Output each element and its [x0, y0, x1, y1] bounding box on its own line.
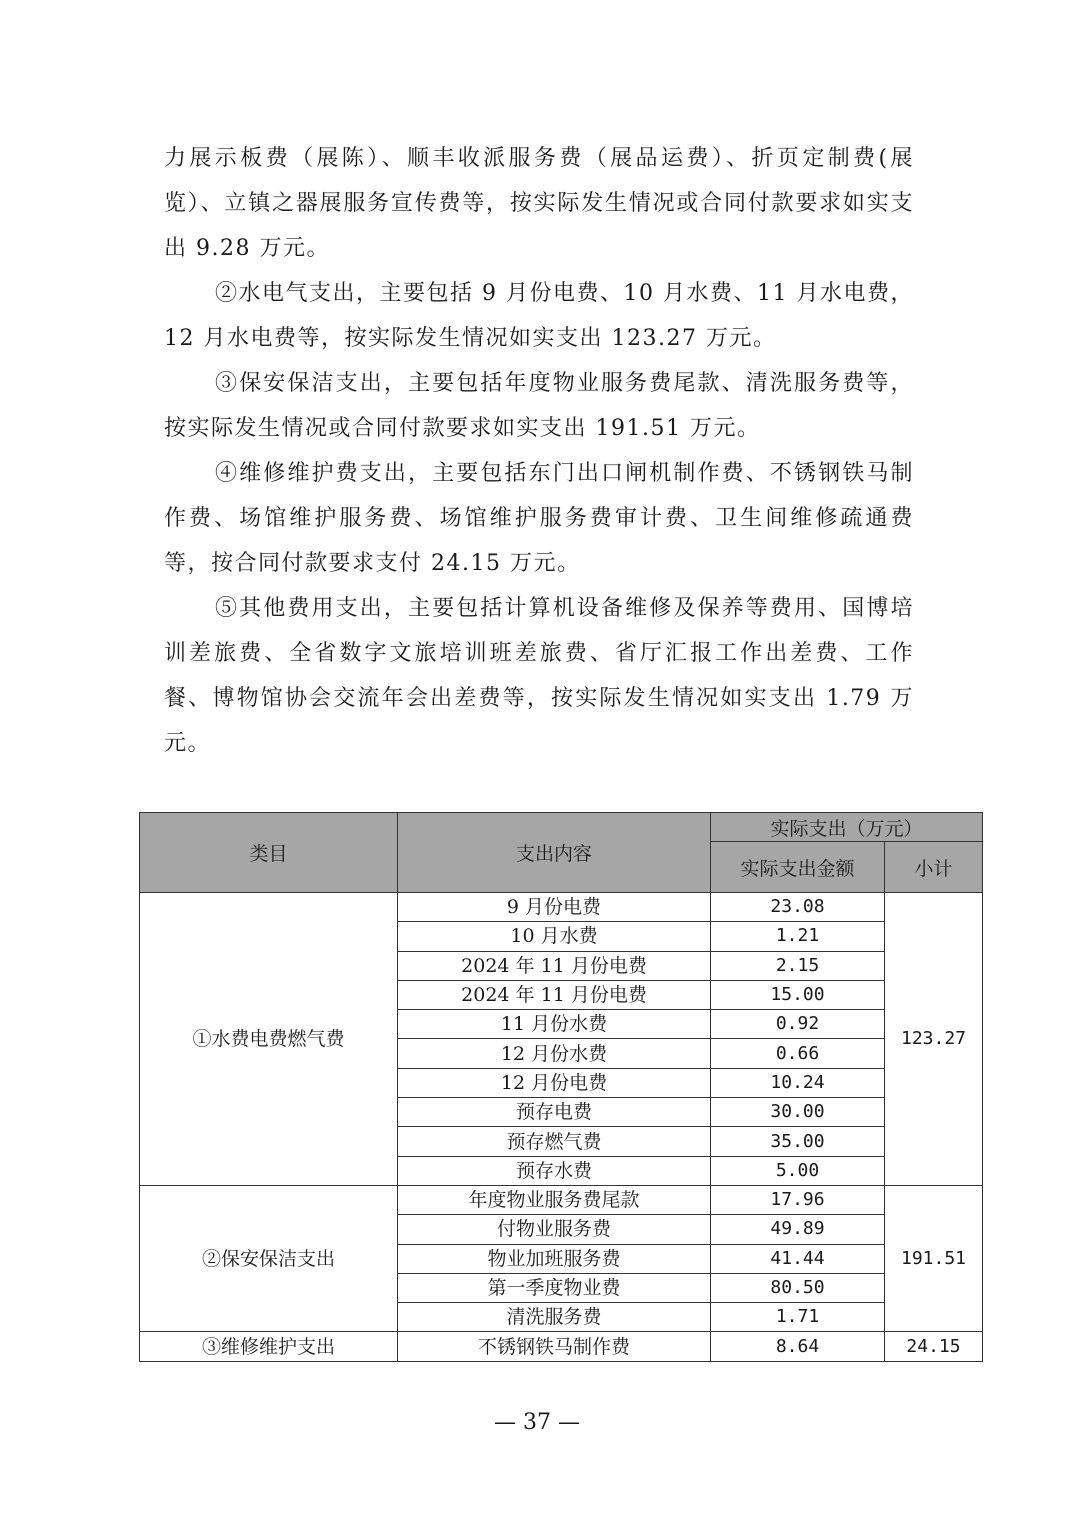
amount-cell: 17.96	[711, 1185, 885, 1214]
amount-cell: 23.08	[711, 893, 885, 922]
content-cell: 2024 年 11 月份电费	[398, 980, 711, 1009]
category-cell: ③维修维护支出	[140, 1332, 398, 1361]
content-cell: 清洗服务费	[398, 1303, 711, 1332]
table-row	[140, 1332, 983, 1361]
amount-cell: 49.89	[711, 1215, 885, 1244]
amount-cell: 8.64	[711, 1332, 885, 1361]
amount-cell: 80.50	[711, 1273, 885, 1302]
content-cell: 付物业服务费	[398, 1215, 711, 1244]
table-row	[140, 1185, 983, 1214]
content-cell: 预存水费	[398, 1156, 711, 1185]
content-cell: 9 月份电费	[398, 893, 711, 922]
content-cell: 10 月水费	[398, 922, 711, 951]
content-cell: 2024 年 11 月份电费	[398, 951, 711, 980]
amount-cell: 35.00	[711, 1127, 885, 1156]
header-content: 支出内容	[398, 813, 711, 893]
amount-cell: 0.66	[711, 1039, 885, 1068]
amount-cell: 0.92	[711, 1010, 885, 1039]
paragraph-maintenance: ④维修维护费支出，主要包括东门出口闸机制作费、不锈钢铁马制作费、场馆维护服务费、场馆维护服务费审计费、卫生间维修疏通费等，按合同付款要求支付 24.15 万元。	[164, 461, 914, 576]
paragraph-exhibition-costs: 力展示板费（展陈）、顺丰收派服务费（展品运费）、折页定制费(展览）、立镇之器展服务宣传费等，按实际发生情况或合同付款要求如实支出 9.28 万元。	[164, 146, 914, 261]
amount-cell: 5.00	[711, 1156, 885, 1185]
paragraph-utilities: ②水电气支出，主要包括 9 月份电费、10 月水费、11 月水电费，12 月水电费等，按实际发生情况如实支出 123.27 万元。	[164, 281, 914, 351]
amount-cell: 41.44	[711, 1244, 885, 1273]
paragraph-other-costs: ⑤其他费用支出，主要包括计算机设备维修及保养等费用、国博培训差旅费、全省数字文旅培训班差旅费、省厅汇报工作出差费、工作餐、博物馆协会交流年会出差费等，按实际发生情况如实支出 1.79 万元。	[164, 596, 914, 756]
page-number: — 37 —	[494, 1410, 580, 1435]
content-cell: 12 月份电费	[398, 1068, 711, 1097]
amount-cell: 30.00	[711, 1098, 885, 1127]
content-cell: 12 月份水费	[398, 1039, 711, 1068]
amount-cell: 10.24	[711, 1068, 885, 1097]
subtotal-cell: 123.27	[885, 893, 983, 1186]
paragraph-security-cleaning: ③保安保洁支出，主要包括年度物业服务费尾款、清洗服务费等，按实际发生情况或合同付款要求如实支出 191.51 万元。	[164, 371, 914, 441]
header-category: 类目	[140, 813, 398, 893]
expenditure-table	[139, 812, 983, 1362]
header-subtotal: 小计	[885, 842, 983, 893]
content-cell: 不锈钢铁马制作费	[398, 1332, 711, 1361]
content-cell: 预存燃气费	[398, 1127, 711, 1156]
header-actual-expenditure: 实际支出（万元）	[711, 813, 983, 842]
subtotal-cell: 191.51	[885, 1185, 983, 1331]
category-cell: ①水费电费燃气费	[140, 893, 398, 1186]
content-cell: 11 月份水费	[398, 1010, 711, 1039]
category-cell: ②保安保洁支出	[140, 1185, 398, 1331]
content-cell: 第一季度物业费	[398, 1273, 711, 1302]
content-cell: 预存电费	[398, 1098, 711, 1127]
table-row	[140, 893, 983, 922]
header-amount: 实际支出金额	[711, 842, 885, 893]
amount-cell: 1.21	[711, 922, 885, 951]
amount-cell: 15.00	[711, 980, 885, 1009]
content-cell: 年度物业服务费尾款	[398, 1185, 711, 1214]
amount-cell: 1.71	[711, 1303, 885, 1332]
amount-cell: 2.15	[711, 951, 885, 980]
subtotal-cell: 24.15	[885, 1332, 983, 1361]
content-cell: 物业加班服务费	[398, 1244, 711, 1273]
